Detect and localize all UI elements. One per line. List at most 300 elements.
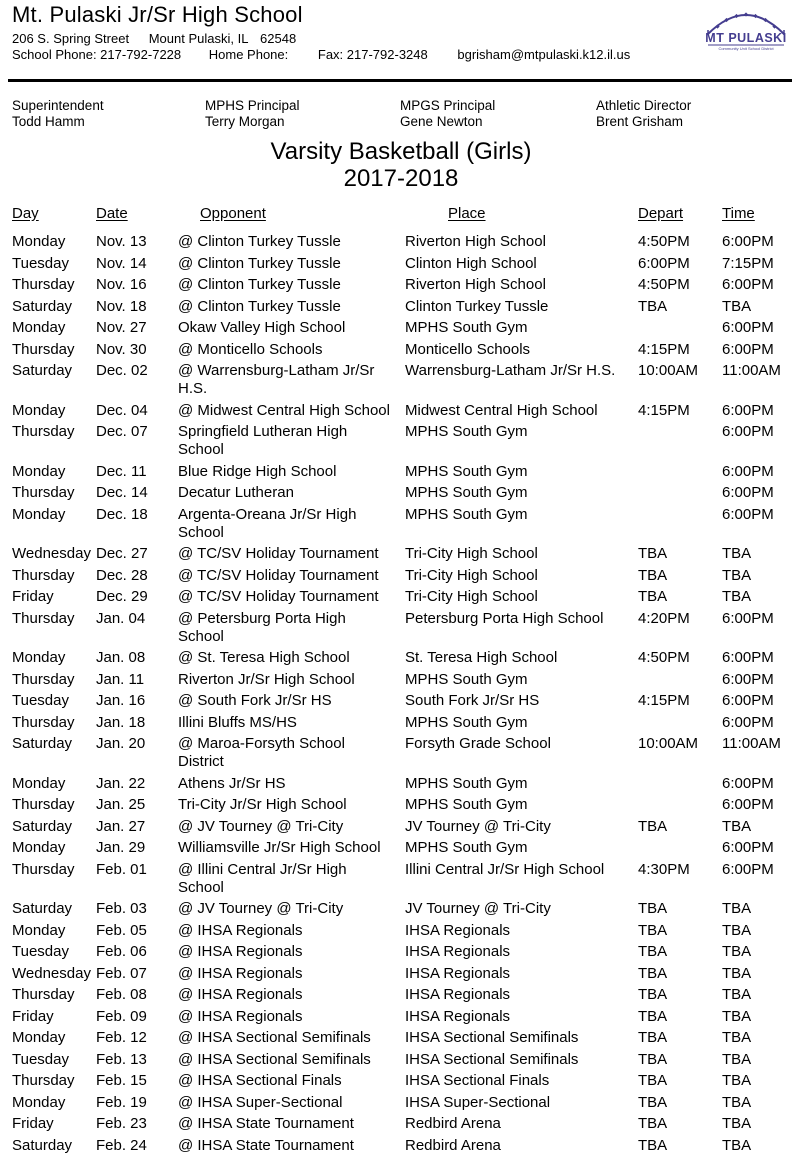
- cell-time: TBA: [722, 986, 790, 1004]
- cell-date: Nov. 27: [96, 319, 178, 337]
- cell-depart: TBA: [638, 1072, 722, 1090]
- cell-depart: TBA: [638, 1008, 722, 1026]
- cell-opponent: @ Clinton Turkey Tussle: [178, 233, 405, 251]
- cell-place: Redbird Arena: [405, 1115, 638, 1133]
- cell-day: Monday: [12, 649, 96, 667]
- table-row: [12, 253, 790, 275]
- table-header-row: [12, 205, 790, 222]
- cell-date: Jan. 27: [96, 818, 178, 836]
- table-row: [12, 898, 790, 920]
- cell-depart: 4:30PM: [638, 861, 722, 897]
- cell-date: Dec. 04: [96, 402, 178, 420]
- cell-date: Feb. 19: [96, 1094, 178, 1112]
- cell-depart: [638, 839, 722, 857]
- cell-opponent: @ IHSA State Tournament: [178, 1137, 405, 1155]
- cell-opponent: @ St. Teresa High School: [178, 649, 405, 667]
- cell-date: Dec. 11: [96, 463, 178, 481]
- cell-place: MPHS South Gym: [405, 714, 638, 732]
- cell-day: Thursday: [12, 341, 96, 359]
- cell-time: 11:00AM: [722, 362, 790, 398]
- cell-place: MPHS South Gym: [405, 671, 638, 689]
- cell-day: Monday: [12, 1029, 96, 1047]
- table-row: [12, 773, 790, 795]
- home-phone-label: Home Phone:: [209, 47, 289, 63]
- cell-opponent: @ IHSA Sectional Semifinals: [178, 1051, 405, 1069]
- cell-date: Jan. 20: [96, 735, 178, 771]
- cell-opponent: Illini Bluffs MS/HS: [178, 714, 405, 732]
- cell-place: South Fork Jr/Sr HS: [405, 692, 638, 710]
- cell-place: MPHS South Gym: [405, 463, 638, 481]
- table-row: [12, 984, 790, 1006]
- cell-place: JV Tourney @ Tri-City: [405, 900, 638, 918]
- column-header-date: Date: [96, 205, 178, 222]
- cell-day: Saturday: [12, 362, 96, 398]
- cell-time: TBA: [722, 1072, 790, 1090]
- cell-opponent: @ IHSA Sectional Finals: [178, 1072, 405, 1090]
- contact-line: [12, 47, 790, 63]
- cell-opponent: @ IHSA State Tournament: [178, 1115, 405, 1133]
- cell-time: 6:00PM: [722, 341, 790, 359]
- cell-place: MPHS South Gym: [405, 839, 638, 857]
- cell-time: TBA: [722, 900, 790, 918]
- cell-time: TBA: [722, 545, 790, 563]
- staff-mpgs-principal: [400, 98, 596, 130]
- address-street: 206 S. Spring Street: [12, 31, 129, 47]
- staff-name: Terry Morgan: [205, 114, 400, 130]
- contact-email: bgrisham@mtpulaski.k12.il.us: [457, 47, 630, 63]
- table-row: [12, 482, 790, 504]
- cell-day: Thursday: [12, 861, 96, 897]
- cell-place: IHSA Regionals: [405, 943, 638, 961]
- cell-date: Dec. 28: [96, 567, 178, 585]
- cell-place: Monticello Schools: [405, 341, 638, 359]
- staff-name: Todd Hamm: [12, 114, 205, 130]
- cell-date: Dec. 14: [96, 484, 178, 502]
- cell-opponent: Okaw Valley High School: [178, 319, 405, 337]
- cell-depart: TBA: [638, 818, 722, 836]
- address-city: Mount Pulaski, IL: [149, 31, 249, 47]
- table-row: [12, 941, 790, 963]
- cell-place: Riverton High School: [405, 276, 638, 294]
- column-header-day: Day: [12, 205, 96, 222]
- cell-depart: TBA: [638, 1051, 722, 1069]
- cell-opponent: Blue Ridge High School: [178, 463, 405, 481]
- cell-date: Feb. 15: [96, 1072, 178, 1090]
- table-row: [12, 586, 790, 608]
- cell-place: IHSA Sectional Finals: [405, 1072, 638, 1090]
- cell-day: Wednesday: [12, 545, 96, 563]
- cell-date: Dec. 02: [96, 362, 178, 398]
- cell-opponent: @ Monticello Schools: [178, 341, 405, 359]
- cell-day: Friday: [12, 588, 96, 606]
- cell-place: Tri-City High School: [405, 588, 638, 606]
- cell-time: 6:00PM: [722, 610, 790, 646]
- cell-time: TBA: [722, 922, 790, 940]
- cell-opponent: @ South Fork Jr/Sr HS: [178, 692, 405, 710]
- cell-time: TBA: [722, 943, 790, 961]
- cell-date: Feb. 24: [96, 1137, 178, 1155]
- cell-opponent: Decatur Lutheran: [178, 484, 405, 502]
- table-row: [12, 565, 790, 587]
- cell-depart: [638, 484, 722, 502]
- cell-date: Nov. 18: [96, 298, 178, 316]
- cell-time: TBA: [722, 1115, 790, 1133]
- table-row: [12, 1049, 790, 1071]
- title-sport: Varsity Basketball (Girls): [12, 138, 790, 165]
- cell-time: 6:00PM: [722, 319, 790, 337]
- cell-time: 6:00PM: [722, 423, 790, 459]
- cell-opponent: @ JV Tourney @ Tri-City: [178, 818, 405, 836]
- cell-time: TBA: [722, 1094, 790, 1112]
- cell-date: Feb. 13: [96, 1051, 178, 1069]
- cell-depart: TBA: [638, 545, 722, 563]
- table-row: [12, 400, 790, 422]
- cell-depart: [638, 796, 722, 814]
- staff-mphs-principal: [205, 98, 400, 130]
- cell-depart: 4:20PM: [638, 610, 722, 646]
- fax-number: Fax: 217-792-3248: [318, 47, 428, 63]
- cell-place: Warrensburg-Latham Jr/Sr H.S.: [405, 362, 638, 398]
- cell-place: Redbird Arena: [405, 1137, 638, 1155]
- cell-time: TBA: [722, 965, 790, 983]
- cell-opponent: @ TC/SV Holiday Tournament: [178, 545, 405, 563]
- dome-logo-icon: [700, 4, 792, 54]
- cell-depart: TBA: [638, 567, 722, 585]
- cell-date: Feb. 01: [96, 861, 178, 897]
- cell-opponent: @ IHSA Sectional Semifinals: [178, 1029, 405, 1047]
- cell-place: Forsyth Grade School: [405, 735, 638, 771]
- letterhead: [12, 2, 790, 63]
- staff-superintendent: [12, 98, 205, 130]
- table-row: [12, 859, 790, 899]
- cell-day: Thursday: [12, 423, 96, 459]
- cell-depart: 4:15PM: [638, 341, 722, 359]
- cell-time: TBA: [722, 1137, 790, 1155]
- cell-depart: [638, 423, 722, 459]
- cell-opponent: @ IHSA Super-Sectional: [178, 1094, 405, 1112]
- cell-place: IHSA Super-Sectional: [405, 1094, 638, 1112]
- table-row: [12, 543, 790, 565]
- cell-time: 6:00PM: [722, 671, 790, 689]
- cell-time: 6:00PM: [722, 796, 790, 814]
- cell-day: Friday: [12, 1115, 96, 1133]
- cell-opponent: @ IHSA Regionals: [178, 1008, 405, 1026]
- cell-place: Riverton High School: [405, 233, 638, 251]
- cell-opponent: @ IHSA Regionals: [178, 943, 405, 961]
- cell-date: Feb. 09: [96, 1008, 178, 1026]
- cell-place: MPHS South Gym: [405, 506, 638, 542]
- cell-opponent: @ JV Tourney @ Tri-City: [178, 900, 405, 918]
- school-name: Mt. Pulaski Jr/Sr High School: [12, 2, 790, 28]
- cell-date: Jan. 04: [96, 610, 178, 646]
- cell-date: Nov. 14: [96, 255, 178, 273]
- cell-opponent: @ Illini Central Jr/Sr High School: [178, 861, 405, 897]
- cell-opponent: @ IHSA Regionals: [178, 922, 405, 940]
- table-row: [12, 296, 790, 318]
- cell-depart: TBA: [638, 943, 722, 961]
- cell-depart: [638, 775, 722, 793]
- cell-place: IHSA Regionals: [405, 986, 638, 1004]
- cell-time: TBA: [722, 818, 790, 836]
- cell-day: Thursday: [12, 986, 96, 1004]
- cell-depart: 6:00PM: [638, 255, 722, 273]
- cell-date: Nov. 16: [96, 276, 178, 294]
- cell-date: Dec. 07: [96, 423, 178, 459]
- title-season: 2017-2018: [12, 165, 790, 192]
- cell-time: 11:00AM: [722, 735, 790, 771]
- staff-name: Brent Grisham: [596, 114, 790, 130]
- cell-date: Jan. 16: [96, 692, 178, 710]
- document-title: [12, 138, 790, 192]
- cell-day: Monday: [12, 402, 96, 420]
- cell-place: IHSA Sectional Semifinals: [405, 1029, 638, 1047]
- cell-time: 6:00PM: [722, 463, 790, 481]
- staff-title: MPHS Principal: [205, 98, 400, 114]
- cell-date: Dec. 29: [96, 588, 178, 606]
- cell-day: Friday: [12, 1008, 96, 1026]
- table-row: [12, 837, 790, 859]
- cell-opponent: @ Clinton Turkey Tussle: [178, 298, 405, 316]
- cell-depart: 4:15PM: [638, 402, 722, 420]
- table-row: [12, 608, 790, 648]
- column-header-depart: Depart: [638, 205, 722, 222]
- cell-time: 7:15PM: [722, 255, 790, 273]
- cell-time: 6:00PM: [722, 714, 790, 732]
- cell-opponent: @ Clinton Turkey Tussle: [178, 276, 405, 294]
- cell-day: Tuesday: [12, 692, 96, 710]
- staff-athletic-director: [596, 98, 790, 130]
- cell-opponent: @ IHSA Regionals: [178, 986, 405, 1004]
- cell-depart: TBA: [638, 588, 722, 606]
- column-header-opponent: Opponent: [178, 205, 405, 222]
- table-row: [12, 669, 790, 691]
- cell-place: IHSA Regionals: [405, 965, 638, 983]
- cell-place: St. Teresa High School: [405, 649, 638, 667]
- cell-day: Saturday: [12, 1137, 96, 1155]
- cell-time: TBA: [722, 1051, 790, 1069]
- cell-depart: 4:50PM: [638, 649, 722, 667]
- table-row: [12, 733, 790, 773]
- cell-day: Monday: [12, 922, 96, 940]
- column-header-place: Place: [405, 205, 638, 222]
- table-row: [12, 794, 790, 816]
- cell-day: Wednesday: [12, 965, 96, 983]
- cell-depart: [638, 506, 722, 542]
- table-row: [12, 690, 790, 712]
- cell-day: Monday: [12, 1094, 96, 1112]
- address-line: [12, 31, 790, 47]
- cell-opponent: @ Petersburg Porta High School: [178, 610, 405, 646]
- cell-place: MPHS South Gym: [405, 796, 638, 814]
- staff-name: Gene Newton: [400, 114, 596, 130]
- cell-depart: 4:15PM: [638, 692, 722, 710]
- address-zip: 62548: [260, 31, 296, 47]
- staff-title: Superintendent: [12, 98, 205, 114]
- cell-opponent: @ IHSA Regionals: [178, 965, 405, 983]
- table-row: [12, 461, 790, 483]
- cell-date: Jan. 11: [96, 671, 178, 689]
- cell-day: Thursday: [12, 567, 96, 585]
- cell-place: JV Tourney @ Tri-City: [405, 818, 638, 836]
- staff-title: Athletic Director: [596, 98, 790, 114]
- cell-time: TBA: [722, 1008, 790, 1026]
- schedule-rows: [12, 231, 790, 1156]
- cell-day: Tuesday: [12, 943, 96, 961]
- cell-opponent: Athens Jr/Sr HS: [178, 775, 405, 793]
- cell-time: TBA: [722, 567, 790, 585]
- cell-depart: [638, 463, 722, 481]
- cell-place: MPHS South Gym: [405, 775, 638, 793]
- cell-opponent: @ TC/SV Holiday Tournament: [178, 567, 405, 585]
- cell-time: TBA: [722, 298, 790, 316]
- cell-date: Nov. 13: [96, 233, 178, 251]
- cell-day: Saturday: [12, 298, 96, 316]
- cell-depart: TBA: [638, 1094, 722, 1112]
- schedule-table: [12, 205, 790, 1156]
- table-row: [12, 920, 790, 942]
- cell-date: Nov. 30: [96, 341, 178, 359]
- school-phone: School Phone: 217-792-7228: [12, 47, 181, 63]
- table-row: [12, 317, 790, 339]
- cell-date: Jan. 08: [96, 649, 178, 667]
- table-row: [12, 421, 790, 461]
- cell-day: Thursday: [12, 276, 96, 294]
- cell-place: IHSA Sectional Semifinals: [405, 1051, 638, 1069]
- cell-place: Midwest Central High School: [405, 402, 638, 420]
- staff-directory: [12, 98, 790, 130]
- table-row: [12, 1092, 790, 1114]
- cell-day: Thursday: [12, 796, 96, 814]
- cell-depart: [638, 714, 722, 732]
- cell-opponent: Tri-City Jr/Sr High School: [178, 796, 405, 814]
- cell-place: Illini Central Jr/Sr High School: [405, 861, 638, 897]
- column-header-time: Time: [722, 205, 790, 222]
- cell-opponent: @ Clinton Turkey Tussle: [178, 255, 405, 273]
- cell-date: Dec. 27: [96, 545, 178, 563]
- cell-depart: TBA: [638, 1029, 722, 1047]
- table-row: [12, 360, 790, 400]
- cell-date: Feb. 08: [96, 986, 178, 1004]
- table-row: [12, 504, 790, 544]
- table-row: [12, 647, 790, 669]
- table-row: [12, 963, 790, 985]
- table-row: [12, 274, 790, 296]
- cell-opponent: Springfield Lutheran High School: [178, 423, 405, 459]
- cell-time: 6:00PM: [722, 861, 790, 897]
- cell-day: Monday: [12, 463, 96, 481]
- logo-subtext: Community Unit School District: [718, 46, 774, 51]
- cell-time: 6:00PM: [722, 233, 790, 251]
- cell-place: MPHS South Gym: [405, 319, 638, 337]
- cell-day: Monday: [12, 233, 96, 251]
- cell-time: TBA: [722, 1029, 790, 1047]
- cell-day: Monday: [12, 839, 96, 857]
- cell-date: Feb. 12: [96, 1029, 178, 1047]
- cell-opponent: Argenta-Oreana Jr/Sr High School: [178, 506, 405, 542]
- cell-day: Thursday: [12, 484, 96, 502]
- cell-day: Thursday: [12, 610, 96, 646]
- cell-opponent: Riverton Jr/Sr High School: [178, 671, 405, 689]
- cell-depart: 10:00AM: [638, 735, 722, 771]
- cell-time: 6:00PM: [722, 276, 790, 294]
- cell-time: 6:00PM: [722, 649, 790, 667]
- cell-time: 6:00PM: [722, 839, 790, 857]
- cell-time: 6:00PM: [722, 775, 790, 793]
- cell-date: Dec. 18: [96, 506, 178, 542]
- cell-date: Jan. 18: [96, 714, 178, 732]
- cell-date: Feb. 07: [96, 965, 178, 983]
- cell-depart: TBA: [638, 986, 722, 1004]
- cell-depart: 4:50PM: [638, 233, 722, 251]
- cell-place: Tri-City High School: [405, 567, 638, 585]
- cell-place: Petersburg Porta High School: [405, 610, 638, 646]
- table-row: [12, 339, 790, 361]
- cell-place: Tri-City High School: [405, 545, 638, 563]
- cell-place: MPHS South Gym: [405, 484, 638, 502]
- staff-title: MPGS Principal: [400, 98, 596, 114]
- cell-day: Saturday: [12, 818, 96, 836]
- cell-time: TBA: [722, 588, 790, 606]
- cell-opponent: @ TC/SV Holiday Tournament: [178, 588, 405, 606]
- school-logo: [700, 4, 792, 54]
- cell-opponent: @ Midwest Central High School: [178, 402, 405, 420]
- cell-depart: TBA: [638, 922, 722, 940]
- table-row: [12, 1070, 790, 1092]
- cell-depart: TBA: [638, 900, 722, 918]
- cell-place: Clinton Turkey Tussle: [405, 298, 638, 316]
- cell-place: Clinton High School: [405, 255, 638, 273]
- table-row: [12, 231, 790, 253]
- table-row: [12, 1113, 790, 1135]
- cell-day: Saturday: [12, 735, 96, 771]
- cell-day: Monday: [12, 506, 96, 542]
- cell-depart: TBA: [638, 298, 722, 316]
- cell-time: 6:00PM: [722, 484, 790, 502]
- cell-day: Tuesday: [12, 255, 96, 273]
- cell-time: 6:00PM: [722, 692, 790, 710]
- cell-day: Tuesday: [12, 1051, 96, 1069]
- cell-opponent: @ Warrensburg-Latham Jr/Sr H.S.: [178, 362, 405, 398]
- table-row: [12, 816, 790, 838]
- cell-day: Thursday: [12, 1072, 96, 1090]
- cell-time: 6:00PM: [722, 402, 790, 420]
- cell-day: Monday: [12, 319, 96, 337]
- cell-date: Feb. 23: [96, 1115, 178, 1133]
- cell-depart: 10:00AM: [638, 362, 722, 398]
- logo-text: MT PULASKI: [705, 31, 786, 45]
- cell-date: Jan. 25: [96, 796, 178, 814]
- cell-place: IHSA Regionals: [405, 1008, 638, 1026]
- cell-day: Thursday: [12, 714, 96, 732]
- cell-date: Feb. 05: [96, 922, 178, 940]
- cell-day: Monday: [12, 775, 96, 793]
- cell-depart: TBA: [638, 1137, 722, 1155]
- cell-day: Saturday: [12, 900, 96, 918]
- cell-date: Jan. 29: [96, 839, 178, 857]
- cell-depart: [638, 671, 722, 689]
- cell-place: IHSA Regionals: [405, 922, 638, 940]
- cell-depart: TBA: [638, 1115, 722, 1133]
- cell-date: Feb. 06: [96, 943, 178, 961]
- header-divider: [8, 79, 792, 82]
- cell-depart: [638, 319, 722, 337]
- table-row: [12, 712, 790, 734]
- cell-day: Thursday: [12, 671, 96, 689]
- table-row: [12, 1027, 790, 1049]
- cell-depart: TBA: [638, 965, 722, 983]
- cell-opponent: @ Maroa-Forsyth School District: [178, 735, 405, 771]
- cell-time: 6:00PM: [722, 506, 790, 542]
